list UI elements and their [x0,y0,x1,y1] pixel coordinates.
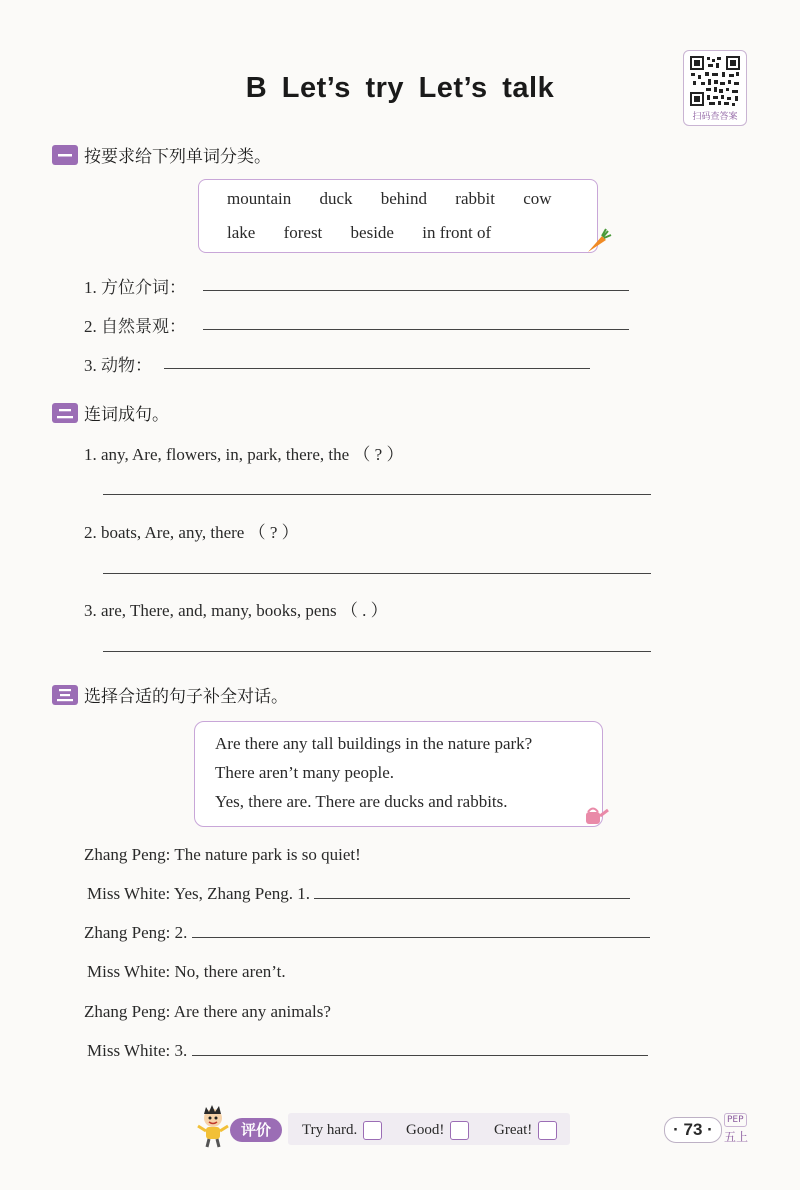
section-2-heading [52,400,169,425]
answer-line[interactable] [103,573,651,574]
section-1-badge [52,145,78,165]
question-1-3: 3. 动物： [84,356,152,375]
word: forest [283,223,323,242]
section-3-title: 选择合适的句子补全对话。 [84,687,288,707]
answer-blank-1[interactable] [314,884,630,899]
answer-blank-2[interactable] [192,923,650,938]
answer-line[interactable] [103,494,651,495]
eval-label: 评价 [230,1118,282,1142]
section-2-title: 连词成句。 [84,405,169,425]
section-2-badge [52,403,78,423]
dialogue-text: Miss White: Yes, Zhang Peng. 1. [87,884,311,903]
word: lake [227,223,256,242]
qr-code-icon [689,55,741,107]
eval-option-label: Good! [406,1121,445,1138]
eval-option-label: Great! [494,1121,533,1138]
word: rabbit [455,189,495,208]
section-3-heading [52,682,288,707]
question-1-1: 1. 方位介词： [84,278,186,297]
word: behind [380,189,428,208]
page-number: · 73 · [664,1117,722,1143]
option-3: Yes, there are. There are ducks and rabbits. [215,792,508,811]
checkbox[interactable] [538,1121,557,1140]
checkbox[interactable] [363,1121,382,1140]
answer-line[interactable] [203,329,629,330]
dialogue-line-4: Miss White: No, there aren’t. [87,962,286,981]
word: in front of [422,223,492,242]
word: beside [350,223,394,242]
dialogue-line-6 [87,1041,648,1061]
number-two-icon [52,403,78,423]
grade-label: 五上 [724,1130,749,1144]
answer-line[interactable] [203,290,629,291]
cartoon-kid-icon [196,1104,230,1148]
series-badge: PEP [724,1113,747,1127]
question-2-1: 1. any, Are, flowers, in, park, there, the （ ? ） [84,445,404,464]
section-1-heading [52,142,271,167]
answer-line[interactable] [103,651,651,652]
word-box [198,179,598,253]
word: mountain [227,189,292,208]
dialogue-line-2 [87,884,630,904]
section-1-title: 按要求给下列单词分类。 [84,147,271,167]
question-2-3: 3. are, There, and, many, books, pens （ . ） [84,601,388,620]
eval-try-hard[interactable] [302,1121,382,1140]
page-title: B Let’s try Let’s talk [245,72,555,104]
number-one-icon [52,145,78,165]
watering-can-icon [580,804,610,828]
dialogue-line-1: Zhang Peng: The nature park is so quiet! [84,845,361,864]
dialogue-text: Zhang Peng: 2. [84,923,188,942]
number-three-icon [52,685,78,705]
word-row-2 [227,223,515,243]
eval-option-label: Try hard. [302,1121,358,1138]
qr-label: 扫码查答案 [692,112,738,122]
checkbox[interactable] [450,1121,469,1140]
word: duck [319,189,353,208]
option-1: Are there any tall buildings in the nature park? [215,734,533,753]
carrot-icon [584,226,612,256]
question-1-2: 2. 自然景观： [84,317,186,336]
section-3-badge [52,685,78,705]
option-2: There aren’t many people. [215,763,395,782]
word-row-1 [227,189,576,209]
word: cow [523,189,552,208]
options-box [194,721,603,827]
eval-good[interactable] [406,1121,469,1140]
qr-code[interactable] [683,50,747,126]
question-2-2: 2. boats, Are, any, there （ ? ） [84,523,299,542]
dialogue-line-5: Zhang Peng: Are there any animals? [84,1002,331,1021]
answer-blank-3[interactable] [192,1041,648,1056]
eval-great[interactable] [494,1121,557,1140]
eval-bar [288,1113,570,1145]
answer-line[interactable] [164,368,590,369]
dialogue-line-3 [84,923,650,943]
dialogue-text: Miss White: 3. [87,1041,188,1060]
